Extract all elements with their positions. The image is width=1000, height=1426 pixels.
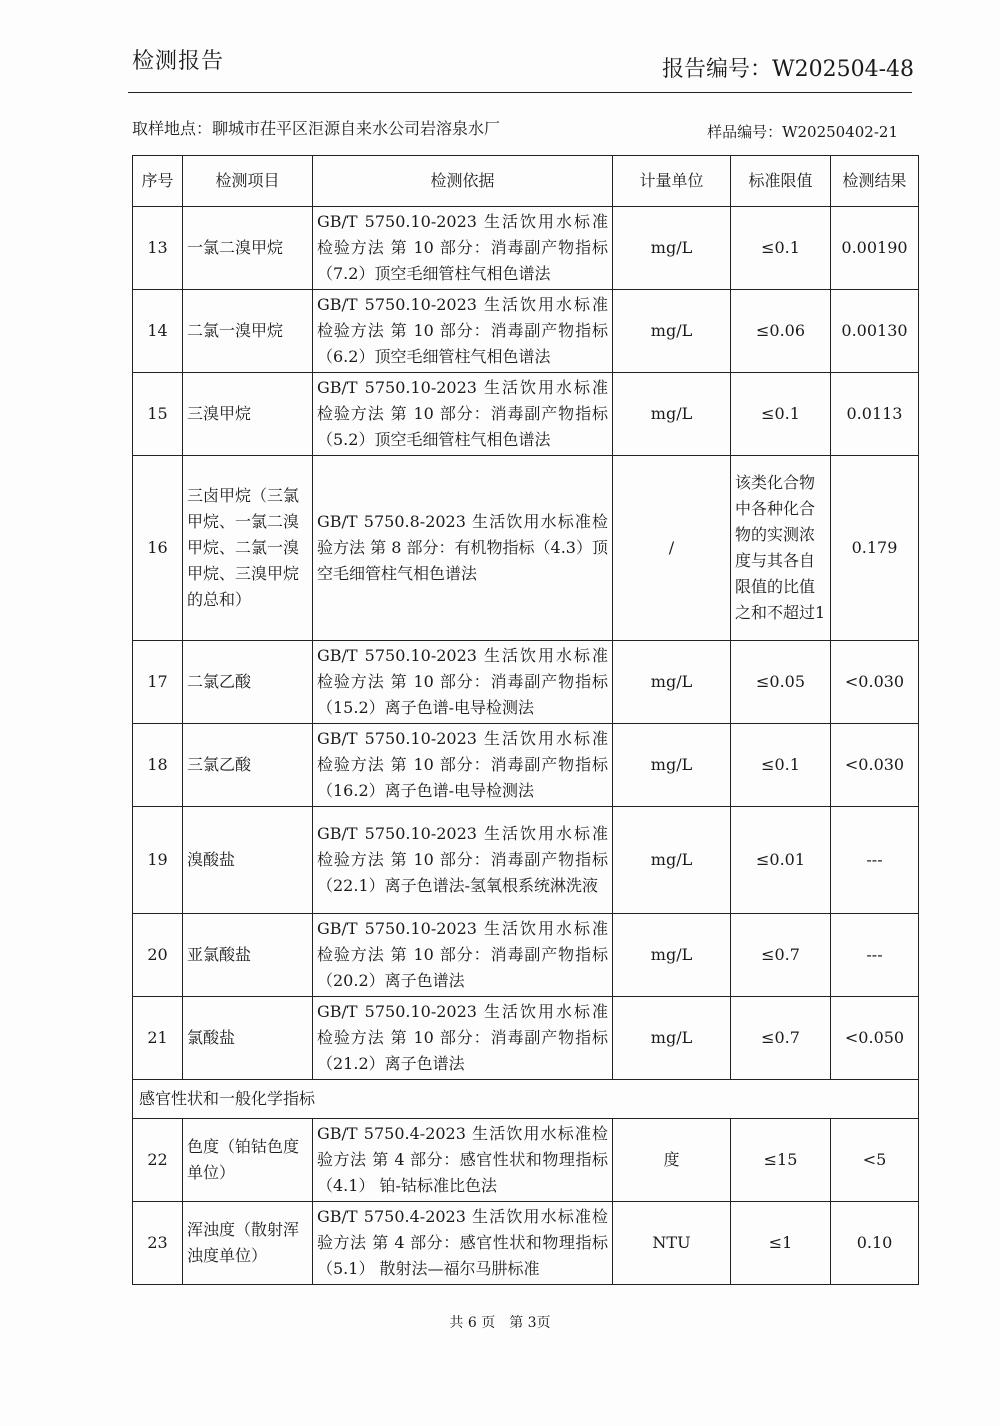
table-row bbox=[133, 641, 919, 724]
cell-item: 三卤甲烷（三氯甲烷、一氯二溴甲烷、二氯一溴甲烷、三溴甲烷的总和） bbox=[183, 456, 313, 641]
cell-item: 溴酸盐 bbox=[183, 807, 313, 914]
cell-result: <0.050 bbox=[831, 997, 919, 1080]
cell-unit: mg/L bbox=[613, 724, 731, 807]
cell-result: --- bbox=[831, 914, 919, 997]
table-row bbox=[133, 373, 919, 456]
cell-unit: mg/L bbox=[613, 641, 731, 724]
col-header-limit: 标准限值 bbox=[731, 156, 831, 207]
table-row bbox=[133, 290, 919, 373]
sample-number: 样品编号：W20250402-21 bbox=[707, 123, 898, 141]
cell-limit: ≤0.7 bbox=[731, 914, 831, 997]
cell-item: 三氯乙酸 bbox=[183, 724, 313, 807]
cell-limit: ≤0.06 bbox=[731, 290, 831, 373]
cell-item: 色度（铂钴色度单位） bbox=[183, 1119, 313, 1202]
cell-result: --- bbox=[831, 807, 919, 914]
cell-no: 21 bbox=[133, 997, 183, 1080]
cell-unit: mg/L bbox=[613, 373, 731, 456]
cell-limit: ≤0.1 bbox=[731, 207, 831, 290]
cell-basis: GB/T 5750.4-2023 生活饮用水标准检验方法 第 4 部分：感官性状和物理指标（4.1） 铂-钴标准比色法 bbox=[313, 1119, 613, 1202]
table-row bbox=[133, 456, 919, 641]
cell-result: <0.030 bbox=[831, 641, 919, 724]
cell-basis: GB/T 5750.10-2023 生活饮用水标准检验方法 第 10 部分：消毒副产物指标（7.2）顶空毛细管柱气相色谱法 bbox=[313, 207, 613, 290]
cell-no: 13 bbox=[133, 207, 183, 290]
cell-basis: GB/T 5750.10-2023 生活饮用水标准检验方法 第 10 部分：消毒副产物指标（21.2）离子色谱法 bbox=[313, 997, 613, 1080]
cell-basis: GB/T 5750.10-2023 生活饮用水标准检验方法 第 10 部分：消毒副产物指标（20.2）离子色谱法 bbox=[313, 914, 613, 997]
cell-no: 23 bbox=[133, 1202, 183, 1285]
table-row bbox=[133, 724, 919, 807]
cell-limit: ≤15 bbox=[731, 1119, 831, 1202]
page-footer: 共 6 页 第 3页 bbox=[449, 1315, 551, 1331]
cell-no: 17 bbox=[133, 641, 183, 724]
cell-result: 0.179 bbox=[831, 456, 919, 641]
cell-result: 0.10 bbox=[831, 1202, 919, 1285]
table-row bbox=[133, 807, 919, 914]
cell-limit: ≤0.7 bbox=[731, 997, 831, 1080]
cell-result: 0.0113 bbox=[831, 373, 919, 456]
cell-item: 氯酸盐 bbox=[183, 997, 313, 1080]
table-row bbox=[133, 1202, 919, 1285]
cell-result: <0.030 bbox=[831, 724, 919, 807]
section-title: 感官性状和一般化学指标 bbox=[133, 1080, 919, 1119]
header-rule bbox=[128, 92, 912, 93]
cell-item: 三溴甲烷 bbox=[183, 373, 313, 456]
cell-no: 16 bbox=[133, 456, 183, 641]
table-row bbox=[133, 1119, 919, 1202]
cell-unit: mg/L bbox=[613, 997, 731, 1080]
cell-result: 0.00130 bbox=[831, 290, 919, 373]
cell-limit: ≤0.01 bbox=[731, 807, 831, 914]
cell-item: 二氯乙酸 bbox=[183, 641, 313, 724]
cell-no: 22 bbox=[133, 1119, 183, 1202]
cell-basis: GB/T 5750.10-2023 生活饮用水标准检验方法 第 10 部分：消毒副产物指标（22.1）离子色谱法-氢氧根系统淋洗液 bbox=[313, 807, 613, 914]
section-row bbox=[133, 1080, 919, 1119]
cell-no: 20 bbox=[133, 914, 183, 997]
cell-unit: mg/L bbox=[613, 290, 731, 373]
report-title: 检测报告 bbox=[132, 49, 225, 74]
cell-unit: mg/L bbox=[613, 807, 731, 914]
cell-basis: GB/T 5750.10-2023 生活饮用水标准检验方法 第 10 部分：消毒副产物指标（6.2）顶空毛细管柱气相色谱法 bbox=[313, 290, 613, 373]
table-header-row bbox=[133, 156, 919, 207]
table-row bbox=[133, 207, 919, 290]
cell-no: 18 bbox=[133, 724, 183, 807]
cell-unit: mg/L bbox=[613, 207, 731, 290]
cell-result: 0.00190 bbox=[831, 207, 919, 290]
cell-basis: GB/T 5750.10-2023 生活饮用水标准检验方法 第 10 部分：消毒副产物指标（5.2）顶空毛细管柱气相色谱法 bbox=[313, 373, 613, 456]
cell-item: 亚氯酸盐 bbox=[183, 914, 313, 997]
cell-limit: ≤0.05 bbox=[731, 641, 831, 724]
sampling-location: 取样地点：聊城市茌平区洰源自来水公司岩溶泉水厂 bbox=[132, 119, 501, 138]
col-header-item: 检测项目 bbox=[183, 156, 313, 207]
cell-no: 15 bbox=[133, 373, 183, 456]
table-row bbox=[133, 997, 919, 1080]
col-header-result: 检测结果 bbox=[831, 156, 919, 207]
cell-limit: 该类化合物中各种化合物的实测浓度与其各自限值的比值之和不超过1 bbox=[731, 456, 831, 641]
col-header-basis: 检测依据 bbox=[313, 156, 613, 207]
cell-limit: ≤0.1 bbox=[731, 373, 831, 456]
cell-result: <5 bbox=[831, 1119, 919, 1202]
cell-basis: GB/T 5750.8-2023 生活饮用水标准检验方法 第 8 部分：有机物指标（4.3）顶空毛细管柱气相色谱法 bbox=[313, 456, 613, 641]
col-header-unit: 计量单位 bbox=[613, 156, 731, 207]
col-header-no: 序号 bbox=[133, 156, 183, 207]
cell-item: 浑浊度（散射浑浊度单位） bbox=[183, 1202, 313, 1285]
cell-limit: ≤0.1 bbox=[731, 724, 831, 807]
results-table bbox=[132, 155, 919, 1285]
cell-basis: GB/T 5750.4-2023 生活饮用水标准检验方法 第 4 部分：感官性状和物理指标（5.1） 散射法—福尔马肼标准 bbox=[313, 1202, 613, 1285]
cell-item: 一氯二溴甲烷 bbox=[183, 207, 313, 290]
table-row bbox=[133, 914, 919, 997]
cell-unit: 度 bbox=[613, 1119, 731, 1202]
cell-unit: / bbox=[613, 456, 731, 641]
cell-no: 14 bbox=[133, 290, 183, 373]
cell-basis: GB/T 5750.10-2023 生活饮用水标准检验方法 第 10 部分：消毒副产物指标（16.2）离子色谱-电导检测法 bbox=[313, 724, 613, 807]
cell-no: 19 bbox=[133, 807, 183, 914]
cell-basis: GB/T 5750.10-2023 生活饮用水标准检验方法 第 10 部分：消毒副产物指标（15.2）离子色谱-电导检测法 bbox=[313, 641, 613, 724]
cell-unit: NTU bbox=[613, 1202, 731, 1285]
report-number: 报告编号：W202504-48 bbox=[661, 57, 914, 82]
cell-limit: ≤1 bbox=[731, 1202, 831, 1285]
cell-item: 二氯一溴甲烷 bbox=[183, 290, 313, 373]
cell-unit: mg/L bbox=[613, 914, 731, 997]
